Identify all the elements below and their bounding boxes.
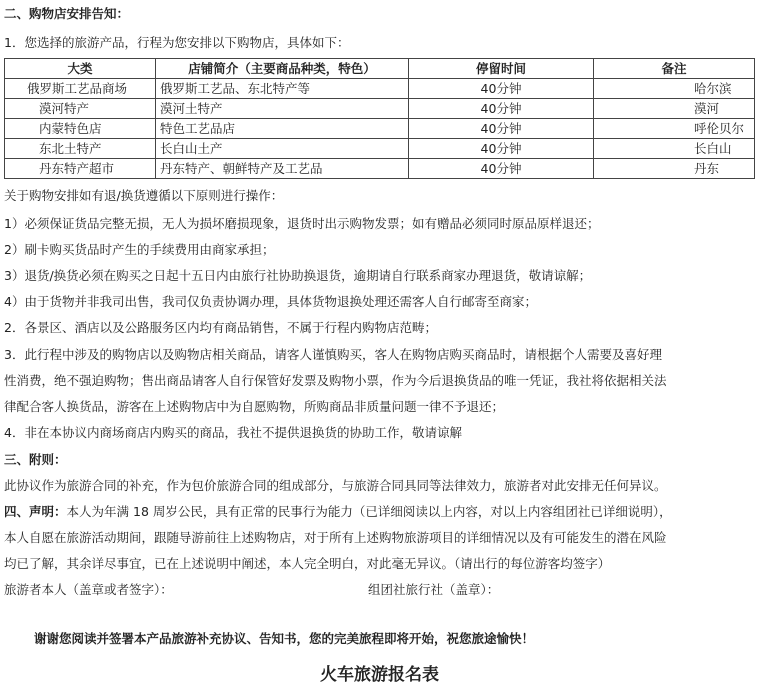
shopping-table xyxy=(4,58,755,179)
cell-description: 漠河土特产 xyxy=(156,99,409,119)
cell-notes: 丹东 xyxy=(594,159,755,179)
next-form-title: 火车旅游报名表 xyxy=(320,665,439,685)
cell-duration: 40分钟 xyxy=(409,79,594,99)
header-notes: 备注 xyxy=(594,59,755,79)
section4-first-line xyxy=(4,503,672,521)
rule-item: 4）由于货物并非我司出售，我司仅负责协调办理，具体货物退换处理还需客人自行邮寄至商家； xyxy=(4,294,537,309)
rule-item: 2）刷卡购买货品时产生的手续费用由商家承担； xyxy=(4,242,275,257)
point-3-line: 3．此行程中涉及的购物店以及购物店相关商品，请客人谨慎购买，客人在购物店购买商品时，请根据个人需要及喜好理 xyxy=(4,347,662,362)
table-row xyxy=(5,79,755,99)
point-2: 2．各景区、酒店以及公路服务区内均有商品销售，不属于行程内购物店范畴； xyxy=(4,320,437,335)
point-4: 4．非在本协议内商场商店内购买的商品，我社不提供退换货的协助工作，敬请谅解 xyxy=(4,425,462,440)
cell-duration: 40分钟 xyxy=(409,119,594,139)
section4-line: 本人自愿在旅游活动期间，跟随导游前往上述购物店，对于所有上述购物旅游项目的详细情况以及有可能发生的潜在风险 xyxy=(4,530,667,545)
cell-notes: 长白山 xyxy=(594,139,755,159)
cell-category: 内蒙特色店 xyxy=(5,119,156,139)
header-category: 大类 xyxy=(5,59,156,79)
table-row xyxy=(5,119,755,139)
cell-duration: 40分钟 xyxy=(409,139,594,159)
cell-notes: 呼伦贝尔 xyxy=(594,119,755,139)
rule-item: 1）必须保证货品完整无损，无人为损坏磨损现象，退货时出示购物发票；如有赠品必须同时原品原样退还； xyxy=(4,216,600,231)
section4-line: 均已了解，其余详尽事宜，已在上述说明中阐述，本人完全明白，对此毫无异议。（请出行的每位游客均签字） xyxy=(4,556,611,571)
header-duration: 停留时间 xyxy=(409,59,594,79)
table-header-row xyxy=(5,59,755,79)
section4-label: 四、声明： xyxy=(4,504,67,519)
section3-heading: 三、附则： xyxy=(4,452,67,467)
header-description: 店铺简介（主要商品种类，特色） xyxy=(156,59,409,79)
table-row xyxy=(5,159,755,179)
cell-category: 俄罗斯工艺品商场 xyxy=(5,79,156,99)
cell-description: 丹东特产、朝鲜特产及工艺品 xyxy=(156,159,409,179)
signature-tourist: 旅游者本人（盖章或者签字）： xyxy=(4,582,173,597)
section2-heading: 二、购物店安排告知： xyxy=(4,6,130,21)
cell-duration: 40分钟 xyxy=(409,159,594,179)
point-3-line: 性消费，绝不强迫购物；售出商品请客人自行保管好发票及购物小票，作为今后退换货品的唯一凭证，我社将依据相关法 xyxy=(4,373,667,388)
section3-text: 此协议作为旅游合同的补充，作为包价旅游合同的组成部分，与旅游合同具同等法律效力，旅游者对此安排无任何异议。 xyxy=(4,478,667,493)
intro-text: 1．您选择的旅游产品，行程为您安排以下购物店，具体如下： xyxy=(4,35,350,50)
table-row xyxy=(5,139,755,159)
cell-notes: 哈尔滨 xyxy=(594,79,755,99)
cell-category: 东北土特产 xyxy=(5,139,156,159)
cell-duration: 40分钟 xyxy=(409,99,594,119)
thanks-message: 谢谢您阅读并签署本产品旅游补充协议、告知书，您的完美旅程即将开始，祝您旅途愉快！ xyxy=(34,631,535,646)
section4-text: 本人为年满 18 周岁公民，具有正常的民事行为能力（已详细阅读以上内容，对以上内容组团社已详细说明）， xyxy=(66,504,672,519)
point-3-line: 律配合客人换货品，游客在上述购物店中为自愿购物，所购商品非质量问题一律不予退还； xyxy=(4,399,505,414)
table-row xyxy=(5,99,755,119)
cell-description: 俄罗斯工艺品、东北特产等 xyxy=(156,79,409,99)
cell-category: 丹东特产超市 xyxy=(5,159,156,179)
cell-description: 特色工艺品店 xyxy=(156,119,409,139)
rules-intro: 关于购物安排如有退/换货遵循以下原则进行操作： xyxy=(4,188,284,203)
rule-item: 3）退货/换货必须在购买之日起十五日内由旅行社协助换退货，逾期请自行联系商家办理退货，敬请谅解； xyxy=(4,268,592,283)
signature-agency: 组团社旅行社（盖章）： xyxy=(368,582,500,597)
cell-description: 长白山土产 xyxy=(156,139,409,159)
cell-notes: 漠河 xyxy=(594,99,755,119)
cell-category: 漠河特产 xyxy=(5,99,156,119)
